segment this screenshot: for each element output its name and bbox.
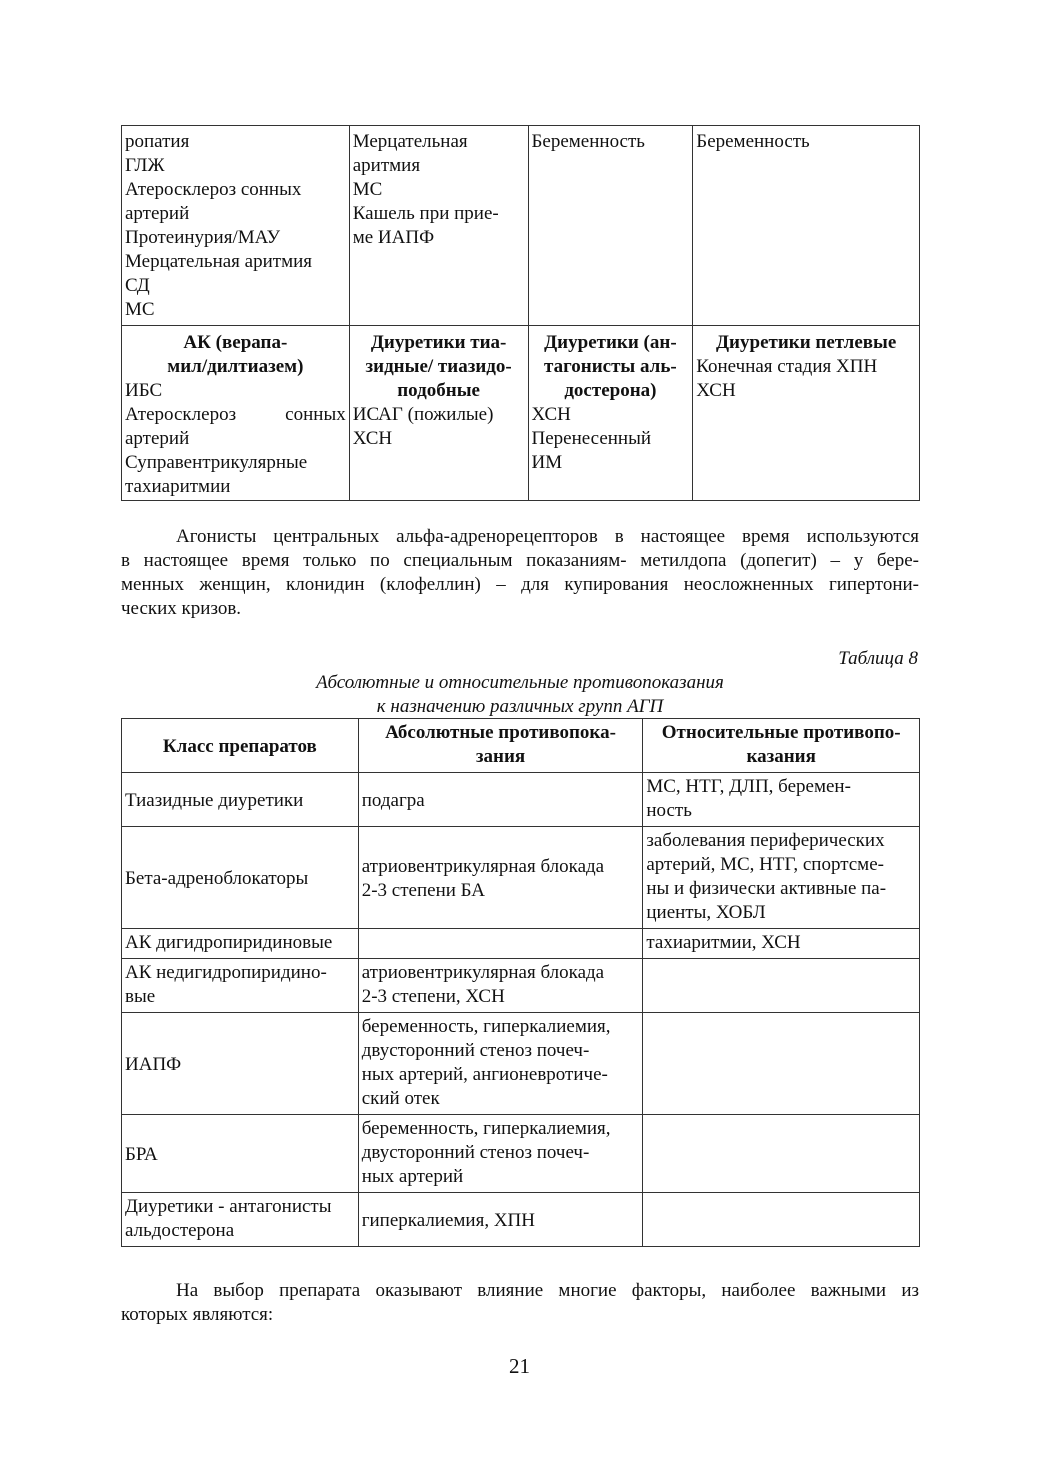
cell-line: ИСАГ (пожилые) [352,404,494,425]
cell-heading: Диуретики (ан- [544,332,677,353]
cell-heading: достерона) [564,380,657,401]
table-cell [122,1115,359,1193]
cell-line: Мерцательная аритмия [125,251,312,272]
paragraph-line: ческих кризов. [121,598,242,619]
cell-line: СД [125,275,150,296]
cell-line: МС, НТГ, ДЛП, беремен- [646,776,851,797]
cell-heading: тагонисты аль- [544,356,677,377]
table-cell [358,1013,643,1115]
table-row [122,1013,920,1115]
cell-line: циенты, ХОБЛ [646,902,766,923]
table-cell [358,929,643,959]
table-cell [358,773,643,827]
table-cell [643,959,920,1013]
table-cell [693,126,920,326]
table-row [122,1193,920,1247]
cell-heading: зидные/ тиазидо- [365,356,512,377]
cell-line: АК дигидропиридиновые [125,932,333,953]
cell-line: ных артерий [361,1166,464,1187]
cell-line: Суправентрикулярные [125,452,308,473]
header-line: Абсолютные противопока- [385,722,616,743]
paragraph-line: Агонисты центральных альфа-адренорецепторов в настоящее время используются [176,526,919,547]
column-header [643,719,920,773]
cell-line: ИБС [125,380,163,401]
table-cell [358,1193,643,1247]
cell-line: БРА [125,1143,158,1165]
table-row [122,326,920,501]
paragraph-line: которых являются: [121,1304,274,1325]
table-cell [643,773,920,827]
cell-line: 2-3 степени БА [361,879,486,901]
column-header [122,719,359,773]
cell-heading: Диуретики тиа- [370,332,507,353]
cell-line: альдостерона [125,1220,235,1241]
cell-line: Протеинурия/МАУ [125,227,281,248]
table-cell [643,827,920,929]
table-cell [122,126,350,326]
cell-line: Кашель при прие- [352,203,499,224]
cell-line: Диуретики - антагонисты [125,1196,332,1217]
table-row [122,827,920,929]
table-cell [643,1013,920,1115]
cell-line: МС [352,179,383,200]
table-row [122,1115,920,1193]
cell-line: артерий [125,203,190,224]
table-cell [528,126,693,326]
cell-line: двусторонний стеноз почеч- [361,1142,590,1163]
cell-line: ГЛЖ [125,155,165,176]
table-cell [358,1115,643,1193]
cell-word: сонных [285,404,346,425]
cell-line: Бета-адреноблокаторы [125,867,309,889]
cell-line: ных артерий, ангионевротиче- [361,1064,608,1085]
cell-line: ский отек [361,1088,440,1109]
table-row [122,959,920,1013]
cell-line: 2-3 степени, ХСН [361,986,505,1007]
cell-heading: подобные [397,380,480,401]
table-title-line: Абсолютные и относительные противопоказания [316,672,724,693]
cell-line: аритмия [352,155,421,176]
cell-line: вые [125,986,156,1007]
table-cell [122,326,350,501]
cell-line: АК недигидропиридино- [125,962,327,983]
cell-line: Беременность [696,131,810,152]
table-row [122,773,920,827]
indications-table-continuation [121,125,920,501]
cell-word: Атеросклероз [125,404,237,425]
table-cell [122,827,359,929]
cell-line: ропатия [125,131,190,152]
table-cell [358,959,643,1013]
header-line: Относительные противопо- [661,722,901,743]
cell-line: Атеросклероз сонных [125,179,302,200]
cell-line: беременность, гиперкалиемия, [361,1016,611,1037]
cell-line: Беременность [531,131,645,152]
table-title [121,671,919,719]
cell-line: подагра [361,789,425,811]
table-cell [643,1115,920,1193]
table-title-line: к назначению различных групп АГП [376,696,664,717]
table-cell [349,126,528,326]
table-cell [122,929,359,959]
table-number: Таблица 8 [838,648,918,669]
cell-line: Мерцательная [352,131,468,152]
header-line: казания [746,746,816,767]
table-cell [693,326,920,501]
cell-line: ХСН [696,380,736,401]
table-cell [122,1013,359,1115]
cell-line: Конечная стадия ХПН [696,356,878,377]
cell-line: ХСН [531,404,571,425]
cell-line: тахиаритмии [125,476,231,497]
contraindications-table [121,718,920,1247]
cell-line: артерий [125,428,190,449]
cell-line: МС [125,299,155,320]
header-line: зания [475,746,526,767]
page-number: 21 [509,1354,530,1378]
column-header [358,719,643,773]
cell-line: ХСН [352,428,393,449]
table-cell [358,827,643,929]
cell-line: артерий, МС, НТГ, спортсме- [646,854,884,875]
table-header-row [122,719,920,773]
body-paragraph [121,525,919,621]
cell-line: гиперкалиемия, ХПН [361,1209,536,1231]
cell-line: атриовентрикулярная блокада [361,962,605,983]
cell-line: ны и физически активные па- [646,878,887,899]
table-cell [643,929,920,959]
cell-heading: Диуретики петлевые [715,332,897,353]
cell-line: Тиазидные диуретики [125,789,304,811]
cell-heading: мил/дилтиазем) [167,356,304,377]
cell-line: тахиаритмии, ХСН [646,932,801,953]
header-line: Класс препаратов [162,735,317,757]
table-row [122,126,920,326]
cell-heading: АК (верапа- [183,332,288,353]
table-cell [643,1193,920,1247]
cell-justified-line [125,403,346,427]
cell-line: ИАПФ [125,1053,182,1075]
table-cell [349,326,528,501]
paragraph-line: в настоящее время только по специальным показаниям- метилдопа (допегит) – у бере- [121,550,919,571]
paragraph-line: менных женщин, клонидин (клофеллин) – для купирования неосложненных гипертони- [121,574,919,595]
cell-line: беременность, гиперкалиемия, [361,1118,611,1139]
cell-line: ность [646,800,692,821]
body-paragraph [121,1279,919,1327]
table-cell [122,773,359,827]
table-row [122,929,920,959]
table-cell [122,959,359,1013]
cell-line: заболевания периферических [646,830,885,851]
table-cell [528,326,693,501]
cell-line: атриовентрикулярная блокада [361,855,605,877]
cell-line: Перенесенный [531,428,652,449]
cell-line: ме ИАПФ [352,227,435,248]
paragraph-line: На выбор препарата оказывают влияние многие факторы, наиболее важными из [176,1280,919,1301]
cell-line: ИМ [531,452,563,473]
table-cell [122,1193,359,1247]
cell-line: двусторонний стеноз почеч- [361,1040,590,1061]
